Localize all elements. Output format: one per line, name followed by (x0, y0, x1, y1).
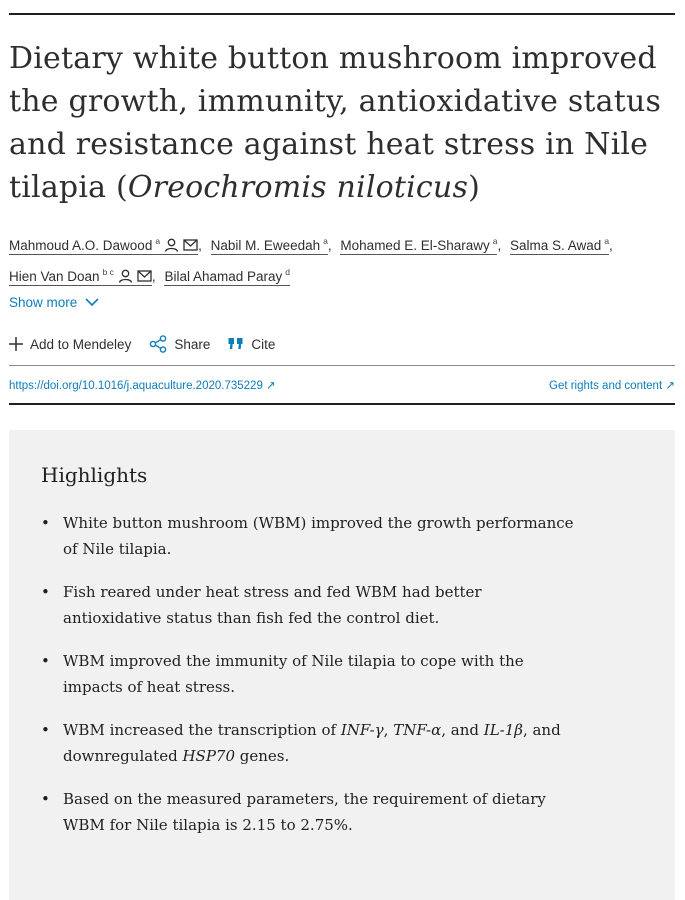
author-name-link[interactable] (9, 269, 152, 286)
highlight-text: genes. (235, 747, 290, 765)
author-separator: , (497, 238, 502, 253)
highlight-item (41, 717, 581, 769)
bullet-icon: • (41, 583, 50, 601)
highlight-text: WBM increased the transcription of (63, 721, 341, 739)
toolbar-divider (9, 365, 675, 366)
author-item (9, 269, 152, 286)
person-icon[interactable] (164, 238, 179, 252)
article-toolbar (9, 335, 293, 353)
highlight-item (41, 579, 581, 631)
external-link-icon: ↗ (266, 380, 276, 392)
highlight-text: White button mushroom (WBM) improved the growth performance of Nile tilapia. (63, 514, 574, 558)
highlight-text: WBM improved the immunity of Nile tilapia to cope with the impacts of heat stress. (63, 652, 524, 696)
bullet-icon: • (41, 790, 50, 808)
highlight-italic-term: TNF-α (393, 721, 442, 739)
add-to-mendeley-button[interactable] (9, 337, 131, 352)
person-icon[interactable] (118, 269, 133, 283)
highlights-heading: Highlights (41, 463, 148, 487)
author-name-link[interactable] (164, 269, 290, 286)
add-to-mendeley-label: Add to Mendeley (30, 336, 132, 352)
author-name-link[interactable] (340, 238, 497, 255)
highlight-text: , and downregulated (63, 721, 561, 765)
author-affiliation: a (155, 236, 161, 246)
author-separator: , (151, 269, 156, 284)
share-label: Share (174, 336, 211, 352)
author-name-text: Nabil M. Eweedah (210, 238, 321, 253)
plus-icon (9, 337, 23, 351)
quote-icon (228, 337, 244, 351)
author-name-text: Hien Van Doan (9, 269, 100, 284)
author-separator: , (198, 238, 202, 253)
bullet-icon: • (41, 514, 50, 532)
author-affiliation: a (323, 236, 328, 246)
title-main: Dietary white button mushroom improved the growth, immunity, antioxidative status and resistance against heat stress in Nile tilapia ( (9, 41, 662, 205)
highlight-italic-term: HSP70 (182, 747, 236, 765)
author-list (9, 228, 684, 290)
article-title (9, 37, 675, 209)
get-rights-link[interactable] (549, 378, 675, 392)
author-item (211, 238, 328, 255)
author-name-link[interactable] (211, 238, 328, 255)
share-button[interactable] (149, 335, 210, 353)
author-separator: , (609, 238, 613, 253)
top-divider (9, 13, 675, 15)
highlight-italic-term: IL-1β (483, 721, 523, 739)
highlight-text: Based on the measured parameters, the requirement of dietary WBM for Nile tilapia is 2.15 to 2.75%. (63, 790, 546, 834)
author-name-text: Mohamed E. El-Sharawy (340, 238, 490, 253)
header-bottom-divider (9, 403, 675, 405)
email-icon[interactable] (183, 238, 198, 252)
highlight-text: Fish reared under heat stress and fed WBM had better antioxidative status than fish fed the control diet. (63, 583, 482, 627)
email-icon[interactable] (137, 269, 152, 283)
doi-link[interactable] (9, 378, 276, 392)
cite-button[interactable] (228, 337, 275, 352)
highlight-text: , and (441, 721, 484, 739)
show-more-button[interactable] (9, 295, 99, 310)
author-affiliation: a (492, 236, 498, 246)
show-more-label: Show more (9, 295, 78, 310)
author-name-link[interactable] (9, 238, 198, 255)
external-link-icon: ↗ (665, 380, 675, 392)
author-affiliation: d (285, 267, 290, 277)
author-item (340, 238, 497, 255)
rights-text: Get rights and content (549, 380, 663, 392)
bullet-icon: • (41, 652, 50, 670)
author-name-text: Salma S. Awad (510, 238, 602, 253)
author-name-text: Bilal Ahamad Paray (164, 269, 283, 284)
title-close: ) (468, 170, 480, 205)
share-icon (149, 335, 167, 353)
author-item (9, 238, 198, 255)
highlight-italic-term: INF-γ (340, 721, 384, 739)
highlight-item (41, 648, 581, 700)
author-separator: , (327, 238, 332, 253)
highlights-section (9, 430, 675, 900)
cite-label: Cite (251, 336, 276, 352)
author-affiliation: a (604, 236, 610, 246)
doi-text: https://doi.org/10.1016/j.aquaculture.2020.735229 (9, 380, 263, 392)
highlight-item (41, 510, 581, 562)
bullet-icon: • (41, 721, 50, 739)
highlight-text: , (383, 721, 394, 739)
author-name-link[interactable] (510, 238, 609, 255)
author-name-text: Mahmoud A.O. Dawood (9, 238, 153, 253)
author-item (510, 238, 609, 255)
author-item (164, 269, 290, 286)
title-species: Oreochromis niloticus (127, 170, 469, 205)
author-affiliation: b c (102, 267, 114, 277)
chevron-down-icon (85, 298, 99, 307)
highlights-list (41, 510, 581, 855)
highlight-item (41, 786, 581, 838)
